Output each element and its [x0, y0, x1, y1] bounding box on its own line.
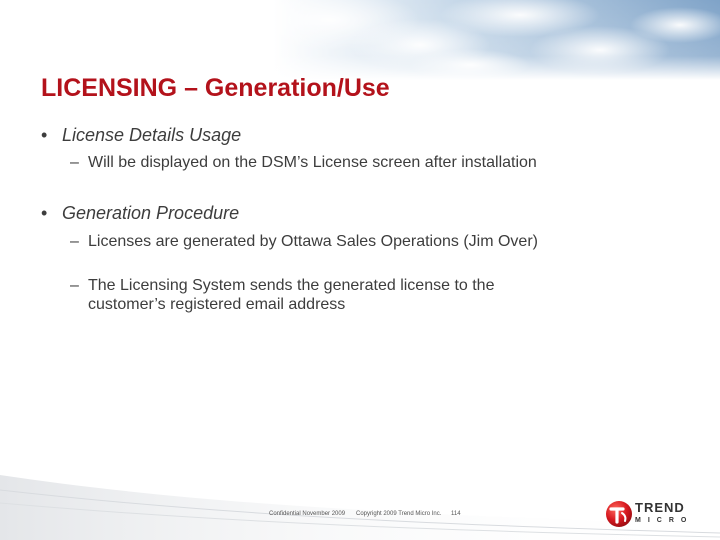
sky-banner: [0, 0, 720, 80]
subitem-marker: –: [70, 277, 79, 294]
footer-confidential: Confidential November 2009: [269, 511, 346, 517]
subitem-text: The Licensing System sends the generated license to the customer’s registered email address: [88, 277, 495, 313]
subitem-text: Licenses are generated by Ottawa Sales Operations (Jim Over): [88, 233, 538, 250]
subitem-marker: –: [70, 233, 79, 250]
bullet-text: Generation Procedure: [62, 203, 240, 223]
subitem-dsm-license-screen: [70, 153, 560, 172]
subitem-text: Will be displayed on the DSM’s License screen after installation: [88, 154, 537, 171]
subitem-marker: –: [70, 154, 79, 171]
bullet-text: License Details Usage: [62, 125, 242, 145]
bullet-marker: •: [41, 125, 48, 145]
trend-micro-ball-icon: [605, 500, 633, 528]
trend-micro-logo: [605, 498, 711, 530]
logo-name-bottom: MICRO: [635, 517, 694, 524]
footer-copyright: Copyright 2009 Trend Micro Inc.: [356, 511, 442, 517]
slide-title: LICENSING – Generation/Use: [41, 74, 390, 102]
bullet-marker: •: [41, 203, 48, 223]
footer-page-number: 114: [451, 511, 461, 517]
subitem-licensing-system-email: [70, 276, 560, 314]
sky-background: [0, 0, 720, 80]
subitem-ottawa-sales: [70, 232, 560, 251]
logo-name-top: TREND: [635, 500, 685, 515]
